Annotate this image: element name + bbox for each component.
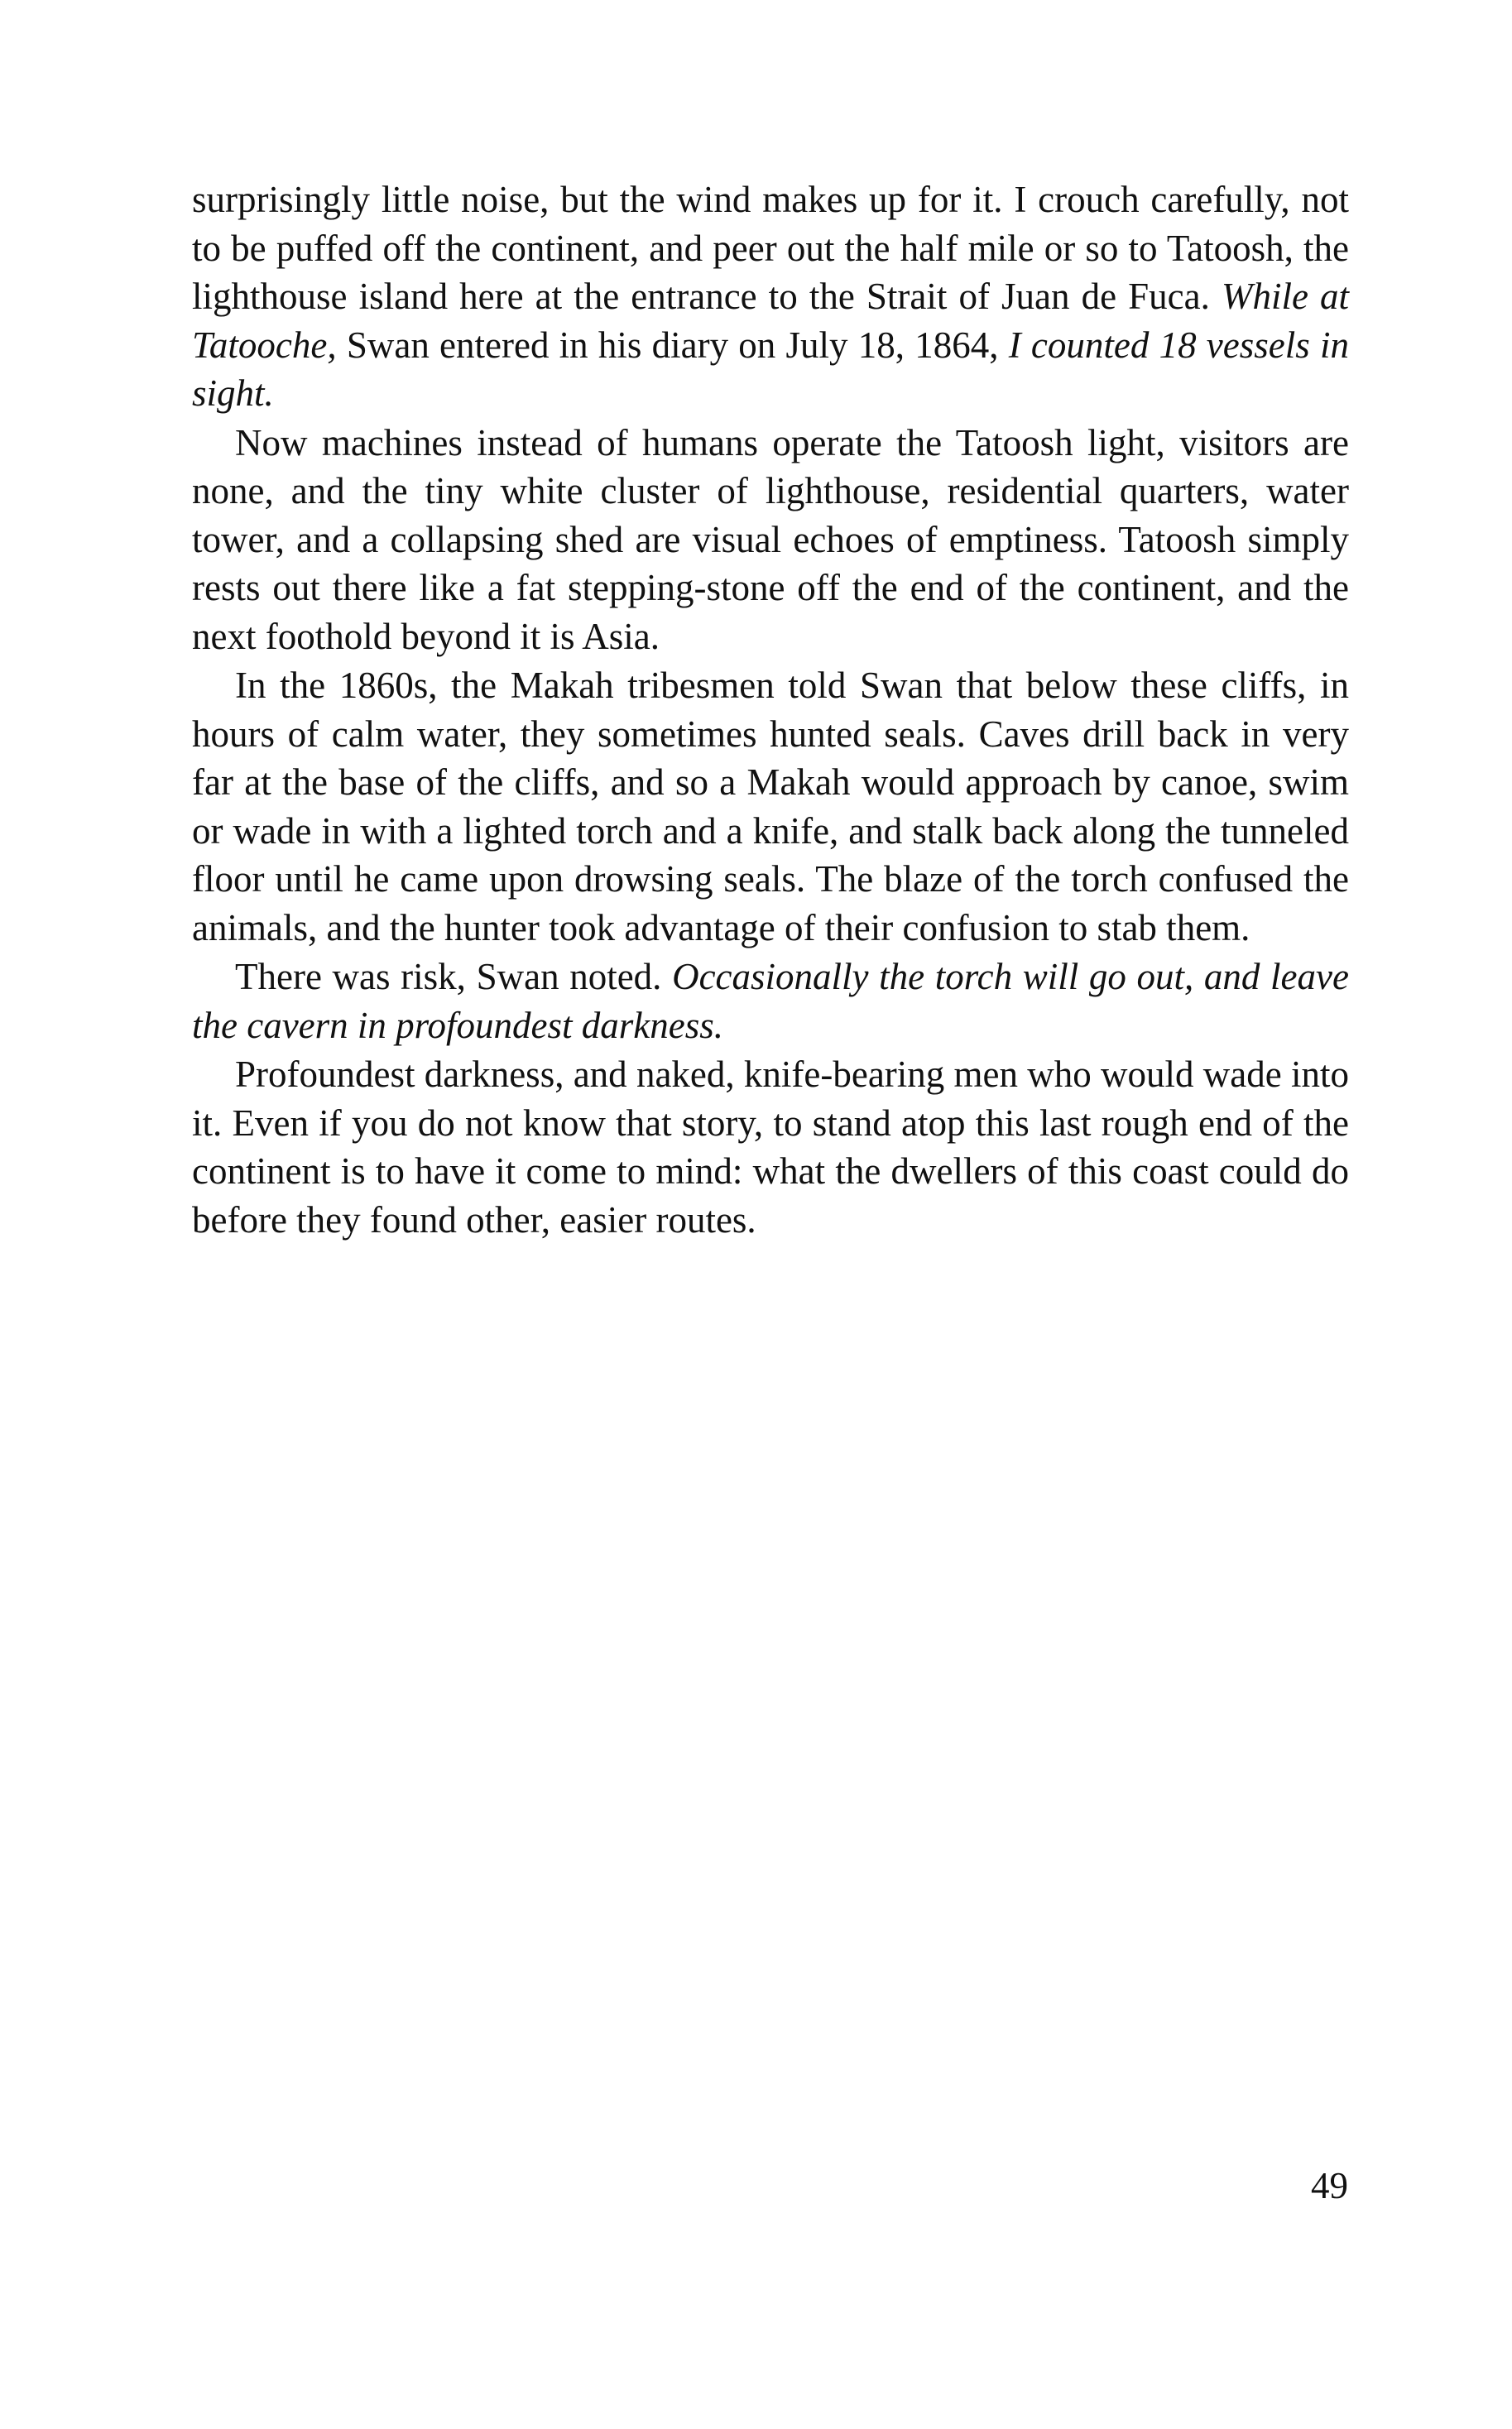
page-number: 49 [1311, 2165, 1348, 2206]
paragraph-1-quote-place: While at Tatooche, [192, 276, 1350, 366]
paragraph-3 [192, 661, 1349, 952]
paragraph-1-diary-text: Swan entered in his diary on July 18, 1864, [336, 324, 1009, 366]
paragraph-2 [192, 419, 1349, 661]
paragraph-4-quote: Occasionally the torch will go out, and leave the cavern in profoundest darkness. [192, 956, 1349, 1046]
body-text [192, 175, 1349, 1244]
paragraph-5 [192, 1050, 1349, 1244]
paragraph-4-text: There was risk, Swan noted. [235, 956, 673, 997]
paragraph-1 [192, 175, 1349, 418]
paragraph-2-text: Now machines instead of humans operate the Tatoosh light, visitors are none, and the tiny white cluster of lighthouse, residential quarters, water tower, and a collapsing shed are visual echoes of emptiness. Tatoosh simply rests out there like a fat stepping-stone off the end of the continent, and the next foothold beyond it is Asia. [192, 421, 1349, 657]
paragraph-1-text: surprisingly little noise, but the wind makes up for it. I crouch carefully, not to be puffed off the continent, and peer out the half mile or so to Tatoosh, the lighthouse island here at the entrance to the Strait of Juan de Fuca. [192, 179, 1349, 317]
paragraph-1-quote-vessels: I counted 18 vessels in sight. [192, 324, 1349, 414]
paragraph-4 [192, 953, 1349, 1049]
paragraph-3-text: In the 1860s, the Makah tribesmen told Swan that below these cliffs, in hours of calm water, they sometimes hunted seals. Caves drill back in very far at the base of the cliffs, and so a Makah would approach by canoe, swim or wade in with a lighted torch and a knife, and stalk back along the tunneled floor until he came upon drowsing seals. The blaze of the torch confused the animals, and the hunter took advantage of their confusion to stab them. [192, 665, 1349, 948]
paragraph-5-text: Profoundest darkness, and naked, knife-bearing men who would wade into it. Even if you do not know that story, to stand atop this last rough end of the continent is to have it come to mind: what the dwellers of this coast could do before they found other, easier routes. [192, 1054, 1349, 1241]
